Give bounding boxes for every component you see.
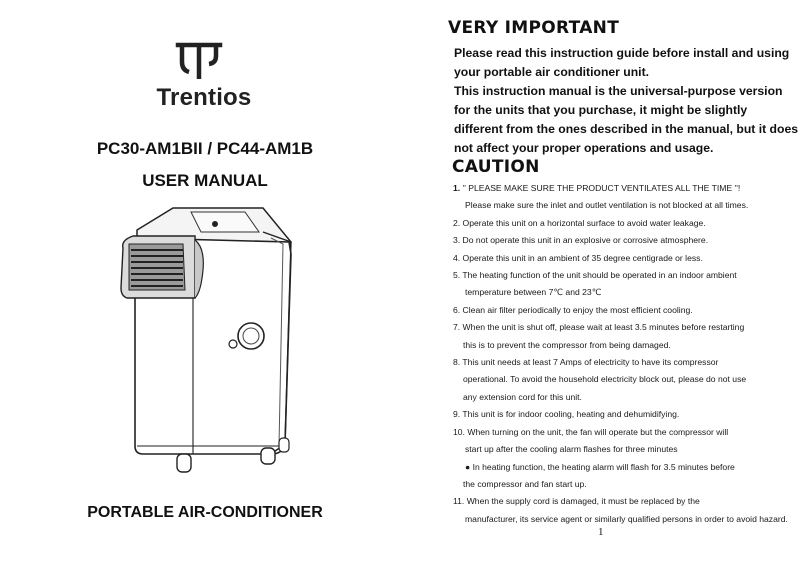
instructions-page — [440, 0, 802, 562]
caution-line: 8. This unit needs at least 7 Amps of electricity to have its compressor — [453, 357, 719, 368]
caution-line: the compressor and fan start up. — [463, 478, 587, 489]
caution-line: operational. To avoid the household electricity block out, please do not use — [463, 374, 747, 385]
caution-line: 9. This unit is for indoor cooling, heating and dehumidifying. — [453, 409, 680, 420]
caution-item-text: '' PLEASE MAKE SURE THE PRODUCT VENTILATES ALL THE TIME ''! — [460, 183, 741, 193]
caution-heading: CAUTION — [452, 157, 540, 177]
important-line: different from the ones described in the manual, but it does — [454, 122, 798, 136]
brand-name: Trentios — [156, 84, 252, 111]
important-paragraph — [454, 44, 804, 158]
caution-line: temperature between 7℃ and 23℃ — [465, 287, 602, 298]
page-number: 1 — [598, 526, 604, 538]
product-type: PORTABLE AIR-CONDITIONER — [87, 504, 323, 521]
caution-line: this is to prevent the compressor from being damaged. — [463, 339, 671, 350]
caution-line: any extension cord for this unit. — [463, 391, 582, 402]
trentios-logo-icon — [172, 42, 226, 82]
caution-line: 3. Do not operate this unit in an explosive or corrosive atmosphere. — [453, 235, 709, 246]
caution-line: 6. Clean air filter periodically to enjoy the most efficient cooling. — [453, 304, 693, 315]
important-line: not affect your proper operations and usage. — [454, 141, 714, 155]
cover-page — [0, 0, 400, 562]
caution-line: start up after the cooling alarm flashes for three minutes — [465, 444, 678, 455]
caution-line: 5. The heating function of the unit should be operated in an indoor ambient — [453, 270, 737, 281]
important-line: Please read this instruction guide before install and using — [454, 46, 790, 60]
caution-item-1 — [453, 180, 803, 197]
caution-line: 4. Operate this unit in an ambient of 35 degree centigrade or less. — [453, 252, 703, 263]
caution-line: 7. When the unit is shut off, please wait at least 3.5 minutes before restarting — [453, 322, 745, 333]
model-number: PC30-AM1BII / PC44-AM1B — [96, 139, 314, 158]
caution-line: 11. When the supply cord is damaged, it must be replaced by the — [453, 496, 700, 507]
manual-title: USER MANUAL — [142, 171, 268, 190]
caution-item-number: 1. — [453, 183, 461, 193]
caution-line: 2. Operate this unit on a horizontal surface to avoid water leakage. — [453, 217, 706, 228]
important-line: your portable air conditioner unit. — [454, 65, 650, 79]
caution-line: Please make sure the inlet and outlet ventilation is not blocked at all times. — [465, 200, 749, 211]
important-line: for the units that you purchase, it might be slightly — [454, 103, 748, 117]
caution-line: ● In heating function, the heating alarm will flash for 3.5 minutes before — [465, 461, 735, 472]
air-conditioner-illustration — [113, 198, 303, 478]
very-important-heading: VERY IMPORTANT — [448, 18, 620, 38]
caution-line: manufacturer, its service agent or similarly qualified persons in order to avoid hazard. — [465, 513, 788, 524]
caution-list — [453, 180, 803, 528]
important-line: This instruction manual is the universal-purpose version — [454, 84, 783, 98]
caution-line: 10. When turning on the unit, the fan will operate but the compressor will — [453, 426, 729, 437]
